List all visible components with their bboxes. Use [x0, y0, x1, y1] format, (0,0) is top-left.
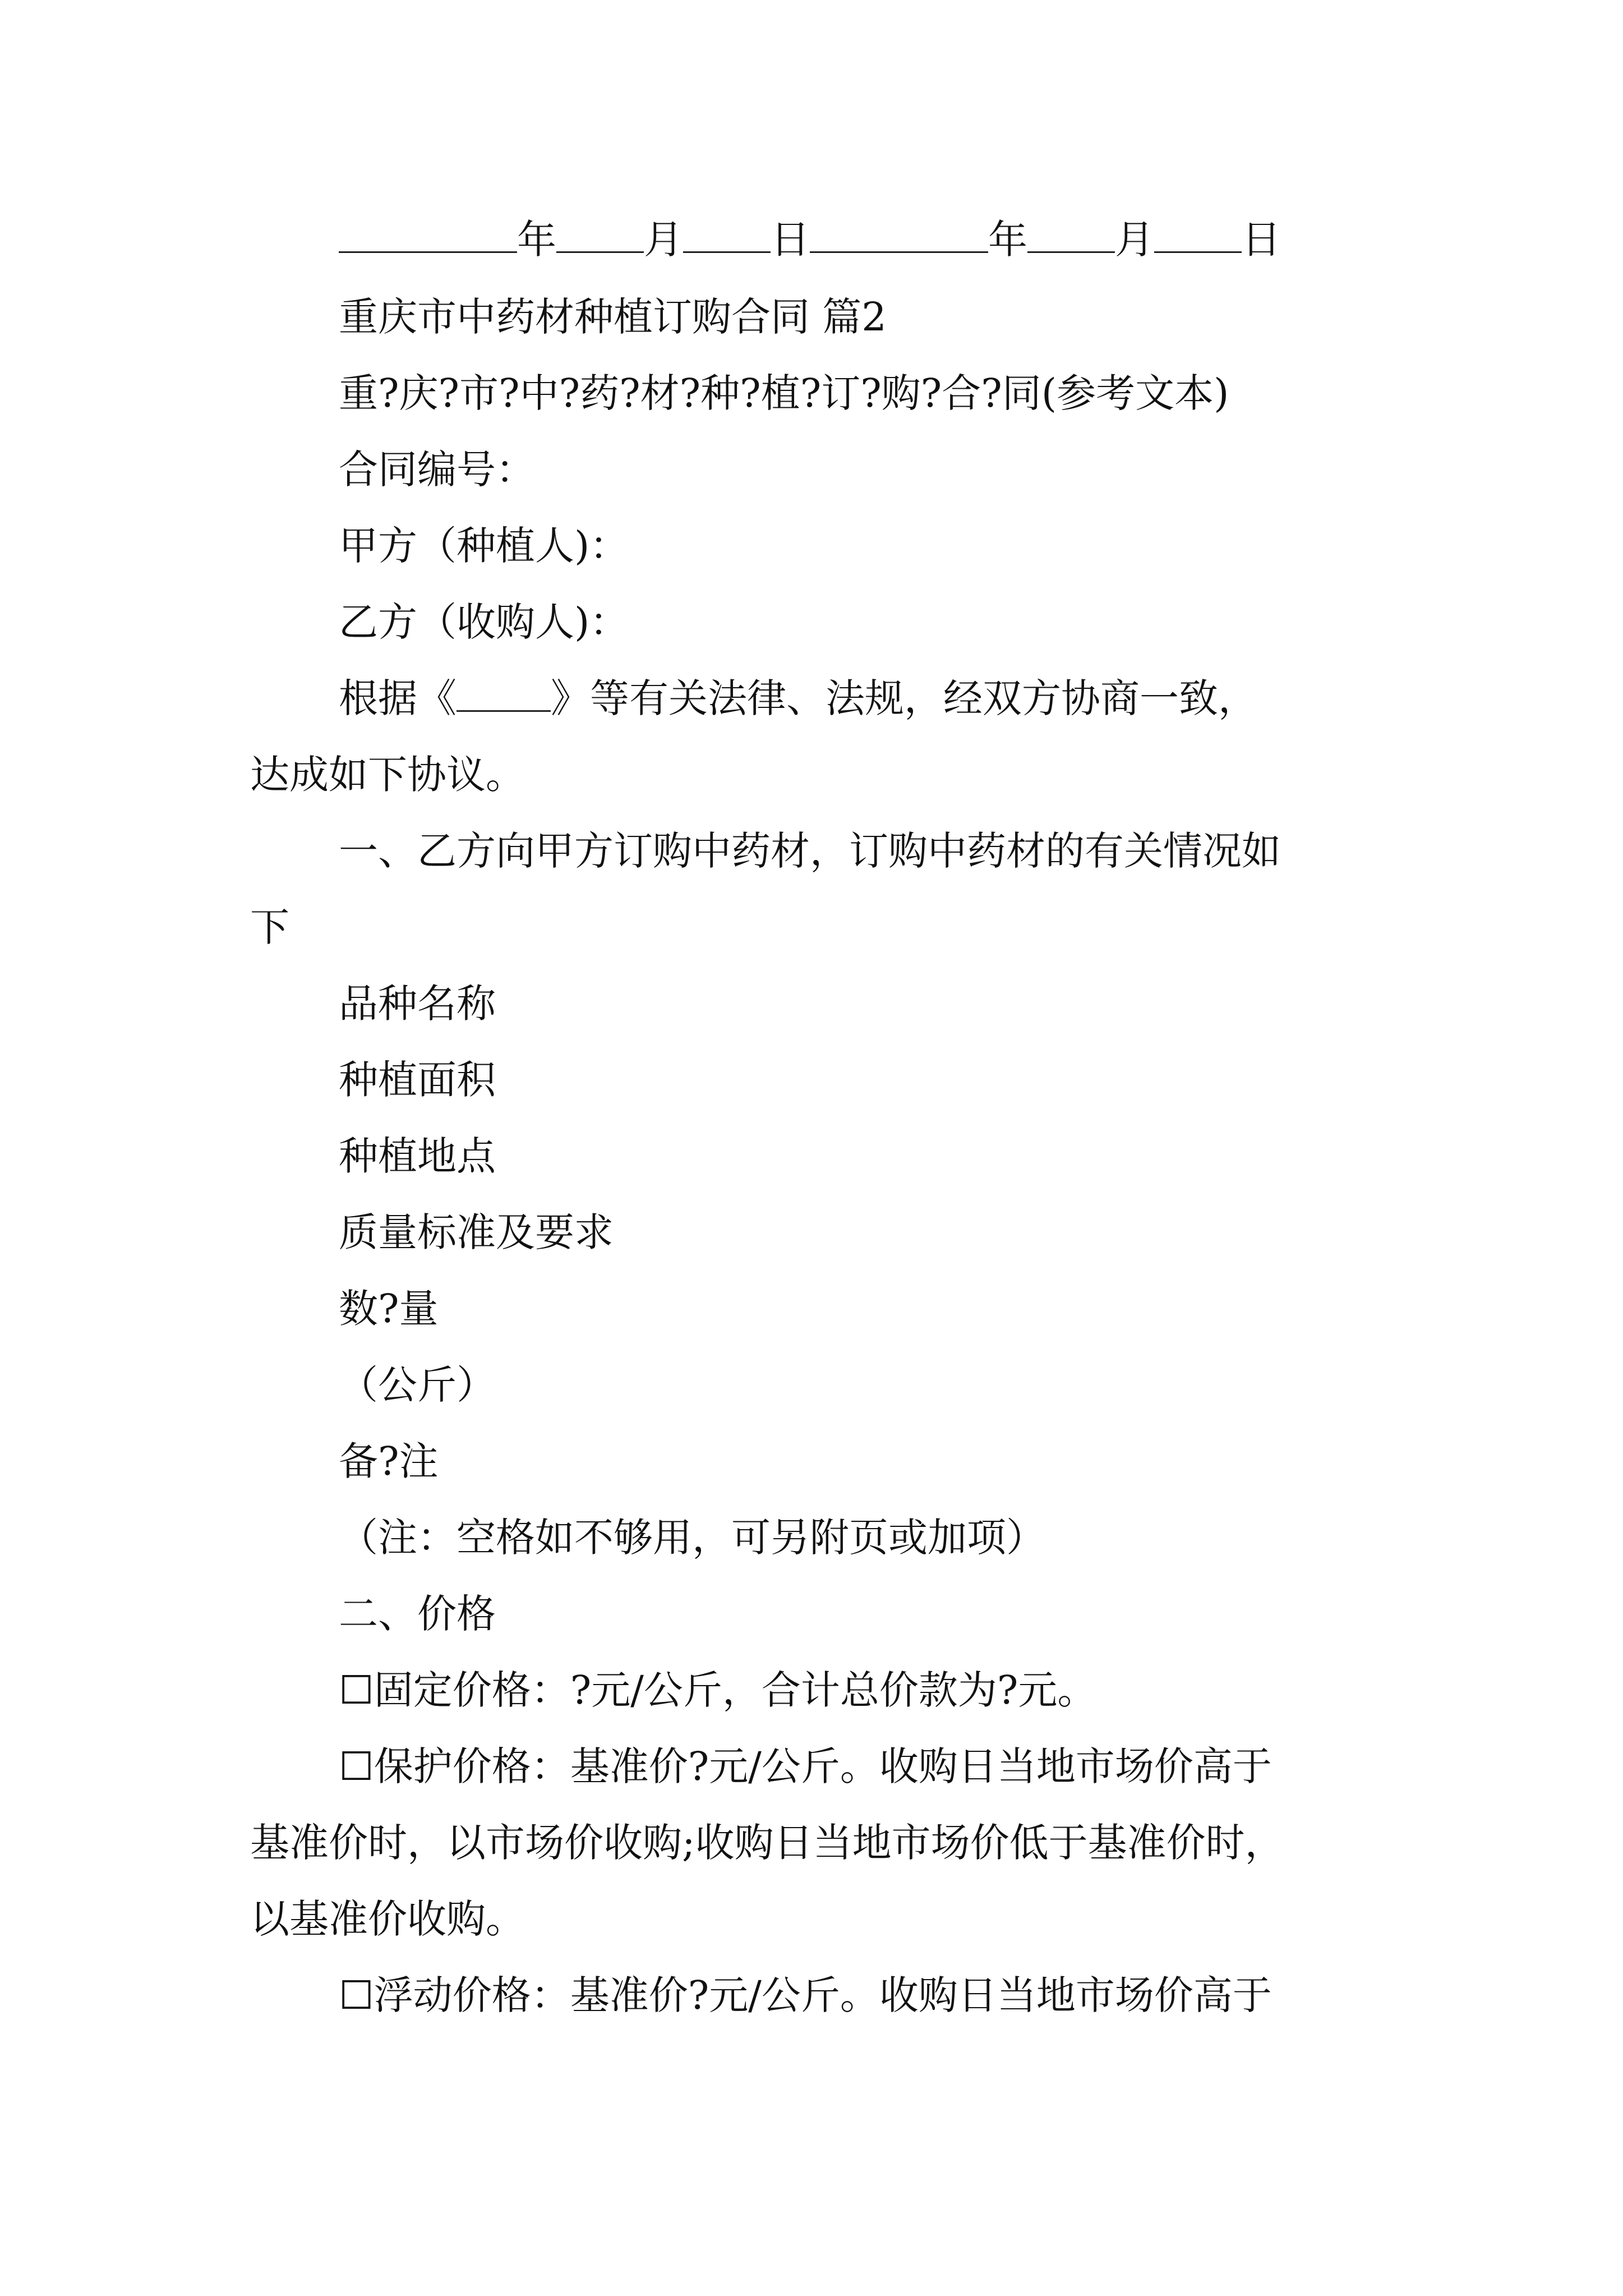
- law-name-blank: [457, 707, 551, 712]
- contract-number-label: 合同编号：: [339, 447, 535, 493]
- month-blank-2: [1027, 248, 1115, 253]
- contract-heading: 重庆市中药材种植订购合同 篇2: [339, 294, 887, 340]
- party-b-label: 乙方（收购人)：: [339, 599, 629, 645]
- legal-basis-continuation: 达成如下协议。: [250, 752, 525, 798]
- year-label-2: 年: [988, 217, 1027, 263]
- year-blank-1: [339, 248, 517, 253]
- month-label-1: 月: [644, 217, 683, 263]
- protected-price-option: ☐保护价格：基准价?元/公斤。收购日当地市场价高于: [339, 1743, 1272, 1789]
- field-variety-name: 品种名称: [339, 981, 496, 1027]
- day-label-1: 日: [771, 217, 810, 263]
- legal-basis-prefix: 根据《: [339, 675, 457, 721]
- clause-1-continuation: 下: [250, 904, 289, 950]
- field-quantity-unit: （公斤）: [339, 1362, 496, 1408]
- clause-2-price: 二、价格: [339, 1591, 496, 1637]
- fixed-price-option: ☐固定价格：?元/公斤，合计总价款为?元。: [339, 1667, 1097, 1713]
- day-blank-2: [1154, 248, 1242, 253]
- month-blank-1: [556, 248, 644, 253]
- legal-basis-suffix: 》等有关法律、法规，经双方协商一致，: [551, 675, 1257, 721]
- field-remarks: 备?注: [339, 1438, 439, 1484]
- field-planting-location: 种植地点: [339, 1133, 496, 1179]
- legal-basis-paragraph: [339, 675, 1623, 721]
- contract-subtitle: 重?庆?市?中?药?材?种?植?订?购?合?同(参考文本): [339, 370, 1229, 416]
- day-blank-1: [683, 248, 771, 253]
- protected-price-continuation-2: 以基准价收购。: [250, 1896, 525, 1942]
- space-note: （注：空格如不够用，可另附页或加项）: [339, 1515, 1045, 1561]
- clause-1: 一、乙方向甲方订购中药材，订购中药材的有关情况如: [339, 828, 1281, 874]
- signature-date-line: [339, 217, 1281, 263]
- year-blank-2: [810, 248, 988, 253]
- field-planting-area: 种植面积: [339, 1057, 496, 1103]
- day-label-2: 日: [1242, 217, 1281, 263]
- field-quality-standard: 质量标准及要求: [339, 1209, 614, 1255]
- party-a-label: 甲方（种植人)：: [339, 523, 629, 569]
- year-label-1: 年: [517, 217, 556, 263]
- month-label-2: 月: [1115, 217, 1154, 263]
- floating-price-option: ☐浮动价格：基准价?元/公斤。收购日当地市场价高于: [339, 1972, 1272, 2018]
- protected-price-continuation-1: 基准价时，以市场价收购;收购日当地市场价低于基准价时，: [250, 1820, 1284, 1866]
- field-quantity: 数?量: [339, 1286, 439, 1332]
